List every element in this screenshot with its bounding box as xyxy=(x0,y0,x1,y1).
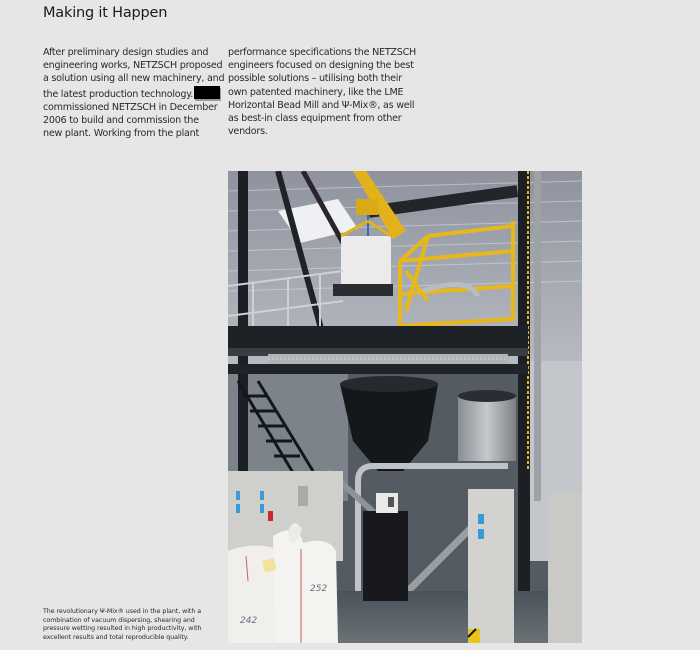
hopper-frame xyxy=(333,284,393,296)
text-line: 2006 to build and commission the xyxy=(43,115,199,127)
text-line: a solution using all new machinery, and xyxy=(43,73,225,85)
redaction-box xyxy=(194,86,220,99)
plant-photo xyxy=(228,171,582,643)
text-line: own patented machinery, like the LME xyxy=(228,86,404,98)
big-bag xyxy=(341,236,391,286)
caption-line: combination of vacuum dispersing, shearing and xyxy=(43,616,195,624)
text-line: performance specifications the NETZSCH xyxy=(228,47,417,58)
mill-motor xyxy=(363,511,408,601)
control-box xyxy=(376,493,398,513)
photo-caption xyxy=(43,608,233,642)
bag-label: 242 xyxy=(240,616,258,626)
body-text-column-2 xyxy=(228,46,418,138)
control-cabinet xyxy=(548,493,582,643)
text-line: vendors. xyxy=(228,126,268,138)
control-cabinet xyxy=(468,489,514,643)
text-line: possible solutions – utilising both their xyxy=(228,73,402,85)
caption-line: excellent results and total reproducible quality. xyxy=(43,633,189,641)
bag-label: 252 xyxy=(310,584,328,594)
caption-line: The revolutionary Ψ-Mix® used in the plant, with a xyxy=(43,608,202,615)
text-line xyxy=(43,86,233,101)
text-line: Horizontal Bead Mill and Ψ-Mix®, as well xyxy=(228,99,415,111)
caption-line: pressure wetting resulted in high productivity, with xyxy=(43,625,202,633)
text-line: new plant. Working from the plant xyxy=(43,128,200,140)
text-fragment: the latest production technology. xyxy=(43,88,194,100)
text-line: After preliminary design studies and xyxy=(43,47,209,58)
hoist xyxy=(356,199,378,215)
steel-column xyxy=(534,171,541,501)
text-line: commissioned NETZSCH in December xyxy=(43,101,218,113)
text-line: as best-in class equipment from other xyxy=(228,113,402,125)
platform-deck xyxy=(228,326,528,348)
mixing-tank xyxy=(458,396,516,461)
body-text-column-1 xyxy=(43,46,233,140)
text-line: engineering works, NETZSCH proposed xyxy=(43,60,223,72)
text-line: engineers focused on designing the best xyxy=(228,60,414,72)
page-heading: Making it Happen xyxy=(43,5,168,21)
bulk-bag xyxy=(273,530,338,643)
